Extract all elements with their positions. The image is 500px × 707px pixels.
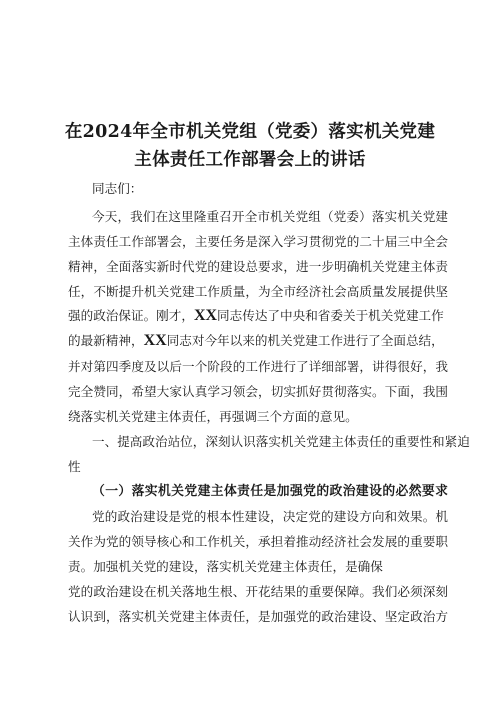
greeting: 同志们：: [92, 181, 143, 196]
para1-line-1: 党的政治建设是党的根本性建设，决定党的建设方向和效果。机: [92, 509, 448, 524]
intro-line-3: 精神，全面落实新时代党的建设总要求，进一步明确机关党建主体责: [68, 259, 448, 274]
section-heading-line-1: 一、提高政治站位，深刻认识落实机关党建主体责任的重要性和紧迫: [92, 434, 470, 449]
placeholder-name-2: XX: [143, 332, 167, 349]
intro-line-9: 绕落实机关党建主体责任，再强调三个方面的意见。: [68, 409, 358, 424]
intro-line-5-text-a: 强的政治保证。刚才，: [68, 308, 194, 323]
section-heading-line-2: 性: [68, 459, 81, 474]
intro-line-6-text-b: 同志对今年以来的机关党建工作进行了全面总结，: [166, 333, 444, 348]
intro-line-5-text-b: 同志传达了中央和省委关于机关党建工作: [217, 308, 444, 323]
document-title-line-2: 主体责任工作部署会上的讲话: [134, 150, 366, 170]
intro-line-1: 今天，我们在这里隆重召开全市机关党组（党委）落实机关党建: [92, 209, 448, 224]
intro-line-6: [68, 333, 448, 349]
intro-line-7: 并对第四季度及以后一个阶段的工作进行了详细部署，讲得很好，我: [68, 359, 448, 374]
para1-line-5: 认识到，落实机关党建主体责任，是加强党的政治建设、坚定政治方: [68, 609, 448, 624]
placeholder-name-1: XX: [193, 307, 218, 324]
para1-line-4: 党的政治建设在机关落地生根、开花结果的重要保障。我们必须深刻: [68, 584, 448, 599]
intro-line-8: 完全赞同，希望大家认真学习领会，切实抓好贯彻落实。下面，我围: [68, 384, 448, 399]
intro-line-2: 主体责任工作部署会，主要任务是深入学习贯彻党的二十届三中全会: [68, 234, 448, 249]
intro-line-4: 任，不断提升机关党建工作质量，为全市经济社会高质量发展提供坚: [68, 284, 448, 299]
subsection-heading: （一）落实机关党建主体责任是加强党的政治建设的必然要求: [92, 484, 449, 499]
para1-line-2: 关作为党的领导核心和工作机关，承担着推动经济社会发展的重要职: [68, 534, 448, 549]
intro-line-5: [68, 308, 448, 324]
para1-line-3: 责。加强机关党的建设，落实机关党建主体责任，是确保: [68, 559, 383, 574]
intro-line-6-text-a: 的最新精神，: [68, 333, 144, 348]
document-title-line-1: 在2024年全市机关党组（党委）落实机关党建: [64, 122, 436, 142]
